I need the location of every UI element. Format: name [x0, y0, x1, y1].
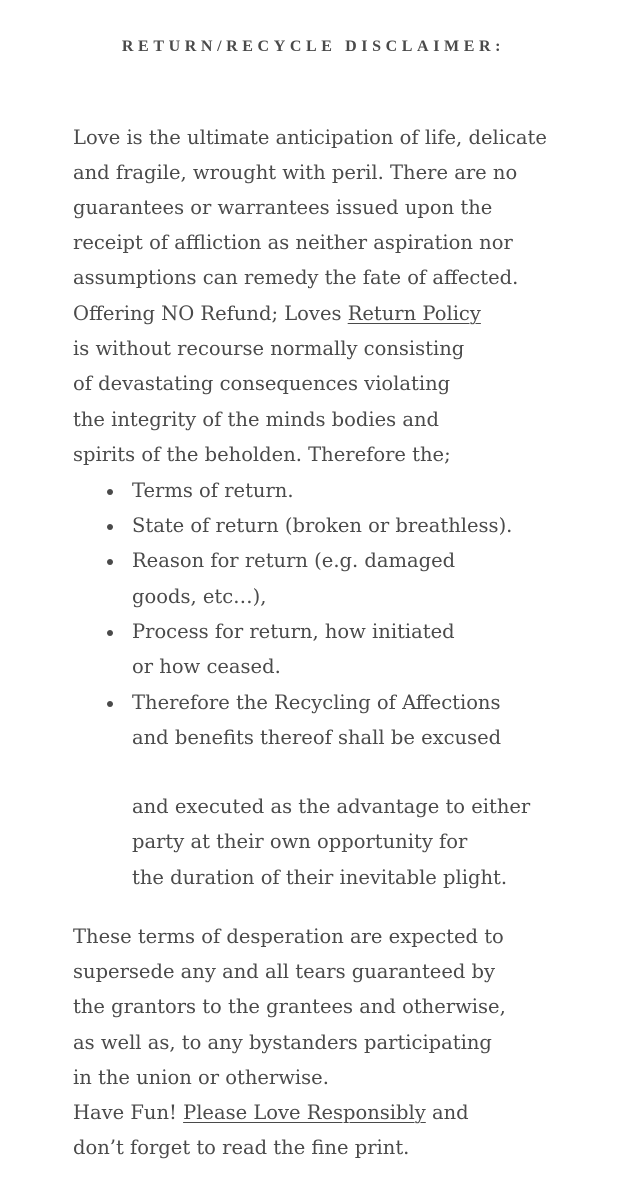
- list-item-continuation: and benefits thereof shall be excused: [132, 726, 502, 749]
- love-responsibly-link[interactable]: Please Love Responsibly: [183, 1101, 426, 1124]
- bullet-icon: [107, 559, 113, 565]
- list-item: Therefore the Recycling of Affections: [132, 691, 501, 714]
- intro-line: spirits of the beholden. Therefore the;: [73, 443, 451, 466]
- list-item: Reason for return (e.g. damaged: [132, 549, 456, 572]
- closing-text: Have Fun!: [73, 1101, 184, 1124]
- bullet-icon: [107, 630, 113, 636]
- list-item-continuation: party at their own opportunity for: [132, 830, 468, 853]
- intro-line: Love is the ultimate anticipation of life, delicate: [73, 126, 547, 149]
- bullet-icon: [107, 524, 113, 530]
- closing-line: the grantors to the grantees and otherwise,: [73, 995, 506, 1018]
- list-item-continuation: and executed as the advantage to either: [132, 795, 531, 818]
- closing-line: supersede any and all tears guaranteed by: [73, 960, 496, 983]
- page-title: RETURN/RECYCLE DISCLAIMER:: [121, 38, 506, 55]
- closing-line: These terms of desperation are expected to: [73, 925, 504, 948]
- list-item-continuation: or how ceased.: [132, 655, 281, 678]
- closing-line: don’t forget to read the fine print.: [73, 1136, 410, 1159]
- intro-line: assumptions can remedy the fate of affected.: [73, 266, 519, 289]
- return-policy-link[interactable]: Return Policy: [347, 302, 481, 325]
- closing-line: [73, 1101, 469, 1125]
- intro-text: Offering NO Refund; Loves: [73, 302, 348, 325]
- intro-line: is without recourse normally consisting: [73, 337, 465, 360]
- bullet-icon: [107, 489, 113, 495]
- closing-text: and: [425, 1101, 469, 1124]
- bullet-icon: [107, 701, 113, 707]
- closing-line: as well as, to any bystanders participating: [73, 1031, 492, 1054]
- intro-line: of devastating consequences violating: [73, 372, 451, 395]
- list-item-continuation: goods, etc…),: [132, 585, 267, 608]
- intro-line: [73, 302, 481, 326]
- list-item: State of return (broken or breathless).: [132, 514, 513, 537]
- list-item: Process for return, how initiated: [132, 620, 455, 643]
- list-item: Terms of return.: [132, 479, 294, 502]
- intro-line: the integrity of the minds bodies and: [73, 408, 440, 431]
- intro-line: guarantees or warrantees issued upon the: [73, 196, 493, 219]
- closing-line: in the union or otherwise.: [73, 1066, 329, 1089]
- intro-line: receipt of affliction as neither aspiration nor: [73, 231, 513, 254]
- list-item-continuation: the duration of their inevitable plight.: [132, 866, 508, 889]
- intro-line: and fragile, wrought with peril. There are no: [73, 161, 518, 184]
